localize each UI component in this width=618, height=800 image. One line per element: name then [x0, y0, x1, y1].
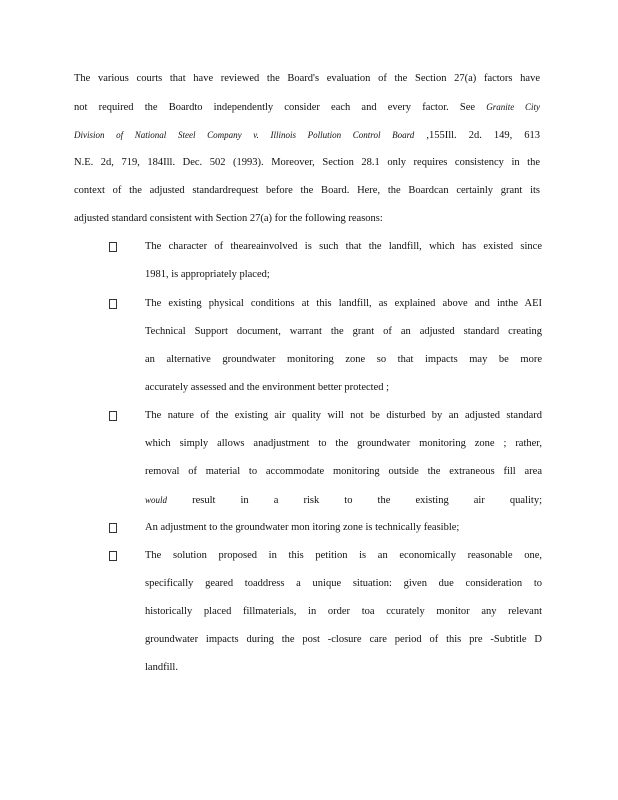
paragraph-line: adjusted standard consistent with Section 27(a) for the following reasons: — [74, 213, 383, 224]
bullet-icon — [108, 298, 118, 310]
paragraph-line: not required the Boardto independently consider each and every factor. See Granite City — [74, 102, 540, 113]
case-name: Granite City — [486, 102, 540, 112]
bullet-line: historically placed fillmaterials, in order toa ccurately monitor any relevant — [145, 606, 542, 617]
bullet-line: specifically geared toaddress a unique situation: given due consideration to — [145, 578, 542, 589]
bullet-line: removal of material to accommodate monitoring outside the extraneous fill area — [145, 466, 542, 477]
bullet-line: The solution proposed in this petition is an economically reasonable one, — [145, 550, 542, 561]
bullet-icon — [108, 522, 118, 534]
emphasis: would — [145, 495, 168, 505]
bullet-icon — [108, 550, 118, 562]
bullet-icon — [108, 241, 118, 253]
bullet-line: accurately assessed and the environment better protected ; — [145, 382, 390, 393]
bullet-line: landfill. — [145, 662, 178, 673]
bullet-line: 1981, is appropriately placed; — [145, 269, 270, 280]
bullet-line: groundwater impacts during the post -closure care period of this pre -Subtitle D — [145, 634, 542, 645]
paragraph-line: Division of National Steel Company v. Illinois Pollution Control Board ,155Ill. 2d. 149, 613 — [74, 130, 540, 141]
case-name: Division of National Steel Company v. Illinois Pollution Control Board — [74, 130, 415, 140]
bullet-line: An adjustment to the groundwater mon itoring zone is technically feasible; — [145, 522, 460, 533]
bullet-line: The nature of the existing air quality will not be disturbed by an adjusted standard — [145, 410, 542, 421]
bullet-line: an alternative groundwater monitoring zone so that impacts may be more — [145, 354, 542, 365]
bullet-line: The character of theareainvolved is such that the landfill, which has existed since — [145, 241, 542, 252]
bullet-line: would result in a risk to the existing air quality; — [145, 495, 542, 506]
paragraph-line: The various courts that have reviewed the Board's evaluation of the Section 27(a) factors have — [74, 73, 540, 84]
paragraph-line: N.E. 2d, 719, 184Ill. Dec. 502 (1993). Moreover, Section 28.1 only requires consistency in the — [74, 157, 540, 168]
bullet-line: Technical Support document, warrant the grant of an adjusted standard creating — [145, 326, 542, 337]
paragraph-line: context of the adjusted standardrequest before the Board. Here, the Boardcan certainly grant its — [74, 185, 540, 196]
bullet-icon — [108, 410, 118, 422]
bullet-line: The existing physical conditions at this landfill, as explained above and inthe AEI — [145, 298, 542, 309]
bullet-line: which simply allows anadjustment to the groundwater monitoring zone ; rather, — [145, 438, 542, 449]
